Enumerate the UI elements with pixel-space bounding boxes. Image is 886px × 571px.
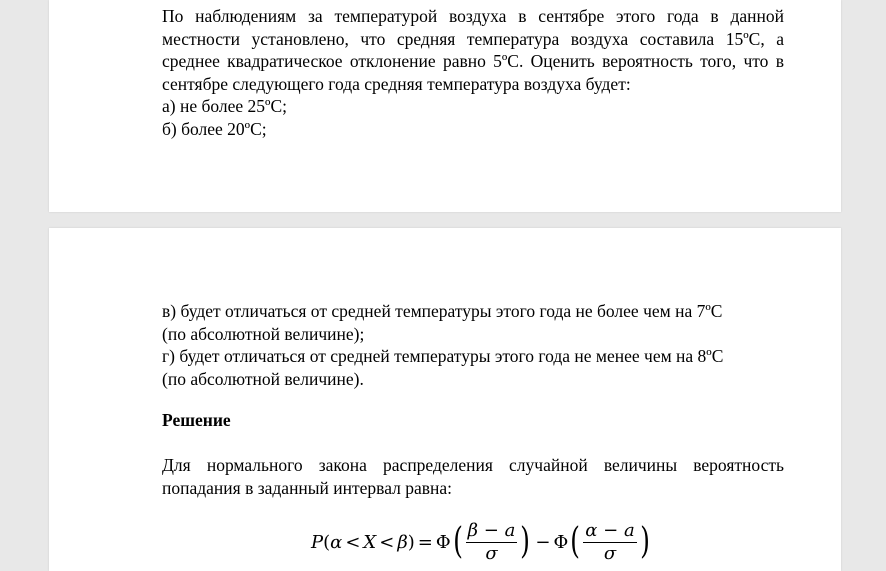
formula-big-rparen-2: ) (639, 521, 650, 562)
probability-formula (311, 519, 652, 565)
problem-statement: По наблюдениям за температурой воздуха в сентябре этого года в данной местности установлено, что средняя температура воздуха составила 15ºС, а среднее квадратическое отклонение равно 5ºС. Оценить вероятность того, что в сентябре следующего года средняя температура воздуха будет: (162, 6, 784, 94)
formula-lt-2: < (379, 531, 395, 553)
problem-continuation (162, 300, 784, 390)
solution-heading: Решение (162, 410, 231, 430)
formula-big-lparen-1: ( (452, 521, 463, 562)
formula-phi-1: Φ (435, 531, 451, 553)
item-v-line-1: в) будет отличаться от средней температуры этого года не более чем на 7ºС (162, 301, 723, 321)
fraction-2-numerator: α − a (585, 519, 635, 541)
formula-big-rparen-1: ) (520, 521, 531, 562)
document-page-1 (49, 0, 841, 212)
fraction-1-numerator: β − a (467, 519, 516, 541)
formula-x: X (363, 531, 377, 553)
solution-body (162, 454, 784, 499)
formula-rparen: ) (407, 531, 415, 553)
fraction-2-denominator: σ (603, 542, 617, 564)
formula-equals: = (417, 531, 433, 553)
formula-alpha: α (330, 531, 343, 553)
item-b: б) более 20ºС; (162, 118, 267, 139)
item-v-line-2: (по абсолютной величине); (162, 323, 365, 344)
item-a: а) не более 25ºС; (162, 96, 288, 116)
formula-fraction-1 (466, 521, 518, 564)
item-g-line-1: г) будет отличаться от средней температуры этого года не менее чем на 8ºС (162, 346, 724, 366)
item-g-line-2: (по абсолютной величине). (162, 368, 364, 389)
formula-p: P (311, 531, 324, 553)
formula-lparen: ( (323, 531, 331, 553)
fraction-1-denominator: σ (485, 542, 498, 564)
solution-paragraph: Для нормального закона распределения случайной величины вероятность попадания в заданный интервал равна: (162, 455, 784, 498)
formula-fraction-2 (583, 521, 636, 564)
formula-big-lparen-2: ( (570, 521, 581, 562)
formula-minus: − (535, 531, 551, 553)
formula-beta: β (397, 531, 408, 553)
formula-lt-1: < (345, 531, 361, 553)
formula-phi-2: Φ (553, 531, 569, 553)
problem-text (162, 5, 784, 140)
document-page-2 (49, 228, 841, 571)
